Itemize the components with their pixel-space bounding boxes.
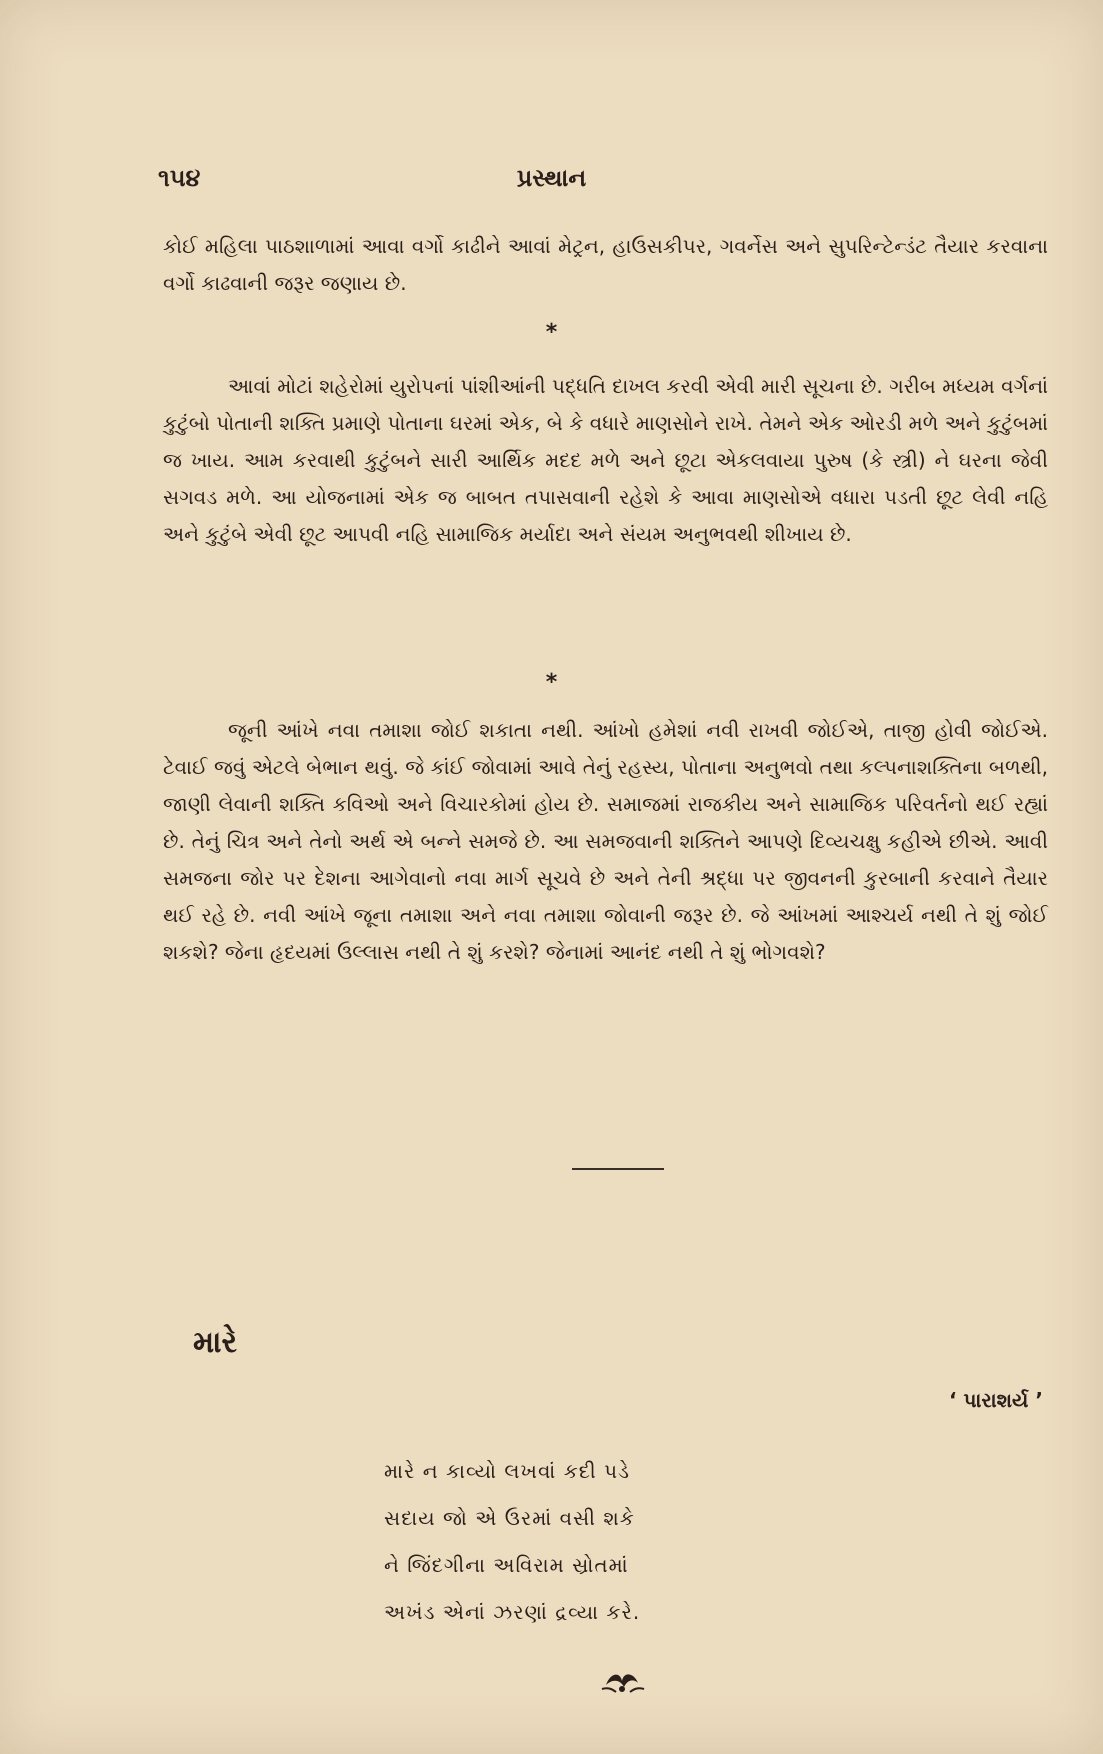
section-separator: * xyxy=(545,320,558,345)
running-title: પ્રસ્થાન xyxy=(516,164,587,192)
poem-line: ને જિંદગીના અવિરામ સ્રોતમાં xyxy=(384,1553,629,1577)
poem-stanza xyxy=(384,1448,804,1636)
poem-line: મારે ન કાવ્યો લખવાં કદી પડે xyxy=(384,1459,631,1483)
poem-line: અખંડ એનાં ઝરણાં દ્રવ્યા કરે. xyxy=(384,1600,641,1624)
paragraph-continued: કોઈ મહિલા પાઠશાળામાં આવા વર્ગો કાઢીને આવાં મેટ્રન, હાઉસકીપર, ગવર્નેસ અને સુપરિન્ટેન્ડંટ તૈયાર કરવાના વર્ગો કાઢવાની જરૂર જણાય છે. xyxy=(163,234,1048,295)
section-divider-rule xyxy=(572,1168,664,1170)
paragraph-new-eyes: જૂની આંખે નવા તમાશા જોઈ શકાતા નથી. આંખો હમેશાં નવી રાખવી જોઈએ, તાજી હોવી જોઈએ. ટેવાઈ જવું એટલે બેભાન થવું. જે કાંઈ જોવામાં આવે તેનું રહસ્ય, પોતાના અનુભવો તથા કલ્પનાશક્તિના બળથી, જાણી લેવાની શક્તિ કવિઓ અને વિચારકોમાં હોય છે. સમાજમાં રાજકીય અને સામાજિક પરિવર્તનો થઈ રહ્યાં છે. તેનું ચિત્ર અને તેનો અર્થ એ બન્ને સમજે છે. આ સમજવાની શક્તિને આપણે દિવ્યચક્ષુ કહીએ છીએ. આવી સમજના જોર પર દેશના આગેવાનો નવા માર્ગ સૂચવે છે અને તેની શ્રદ્ધા પર જીવનની કુરબાની કરવાને તૈયાર થઈ રહે છે. નવી આંખે જૂના તમાશા અને નવા તમાશા જોવાની જરૂર છે. જે આંખમાં આશ્ચર્ય નથી તે શું જોઈ શકશે? જેના હૃદયમાં ઉલ્લાસ નથી તે શું કરશે? જેનામાં આનંદ નથી તે શું ભોગવશે? xyxy=(163,718,1048,964)
floral-ornament-icon xyxy=(600,1665,646,1695)
section-separator: * xyxy=(545,670,558,695)
paragraph-lodging: આવાં મોટાં શહેરોમાં યુરોપનાં પાંશીઆંની પદ્ધતિ દાખલ કરવી એવી મારી સૂચના છે. ગરીબ મધ્યમ વર્ગનાં કુટુંબો પોતાની શક્તિ પ્રમાણે પોતાના ઘરમાં એક, બે કે વધારે માણસોને રાખે. તેમને એક ઓરડી મળે અને કુટુંબમાં જ ખાય. આમ કરવાથી કુટુંબને સારી આર્થિક મદદ મળે અને છૂટા એકલવાયા પુરુષ (કે સ્ત્રી) ને ઘરના જેવી સગવડ મળે. આ યોજનામાં એક જ બાબત તપાસવાની રહેશે કે આવા માણસોએ વધારા પડતી છૂટ લેવી નહિ અને કુટુંબે એવી છૂટ આપવી નહિ સામાજિક મર્યાદા અને સંયમ અનુભવથી શીખાય છે. xyxy=(163,374,1048,546)
poem-title: મારે xyxy=(193,1325,238,1360)
page-number: ૧૫૪ xyxy=(158,164,201,192)
poem-author: ‘ પારાશર્ય ’ xyxy=(948,1388,1043,1412)
poem-line: સદાય જો એ ઉરમાં વસી શકે xyxy=(384,1506,635,1530)
